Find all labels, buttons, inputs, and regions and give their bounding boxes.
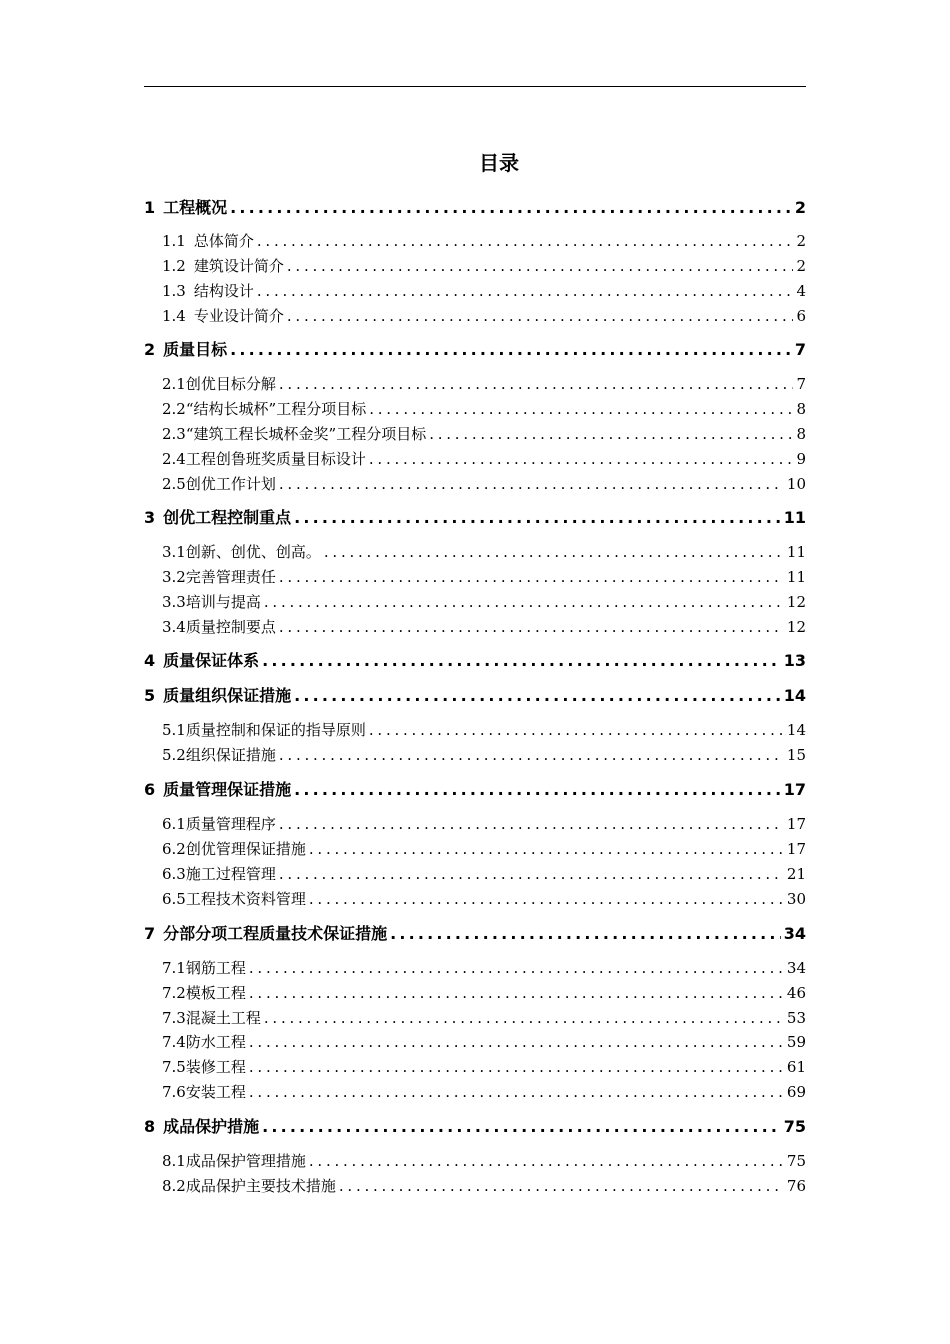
toc-entry-label — [144, 508, 291, 528]
toc-page-number: 17 — [786, 815, 806, 833]
toc-page-number: 15 — [786, 746, 806, 764]
toc-entry-number: 3.1 — [162, 543, 186, 561]
toc-entry-label — [162, 1151, 306, 1171]
toc-entry-number: 5.1 — [162, 721, 186, 739]
dot-leader — [279, 374, 794, 394]
toc-entry-title: 安装工程 — [185, 1083, 246, 1101]
toc-entry-number: 6.3 — [162, 865, 186, 883]
dot-leader — [369, 399, 793, 419]
toc-entry-number: 3 — [144, 508, 156, 527]
toc-entry-title: 工程概况 — [163, 198, 228, 217]
toc-entry-label — [162, 864, 276, 884]
toc-entry-label — [162, 1082, 246, 1102]
toc-entry-title: 分部分项工程质量技术保证措施 — [163, 924, 388, 943]
toc-entry-title: 创优管理保证措施 — [185, 840, 306, 858]
toc-entry-label — [162, 424, 426, 444]
toc-entry-number: 2.2 — [162, 400, 186, 418]
dot-leader — [264, 592, 784, 612]
toc-page-number: 75 — [786, 1152, 806, 1170]
toc-page-number: 10 — [786, 475, 806, 493]
toc-entry-title: 建筑设计简介 — [193, 257, 284, 275]
toc-entry-label — [162, 1032, 246, 1052]
toc-section-entry[interactable] — [162, 306, 806, 326]
dot-leader — [257, 281, 794, 301]
dot-leader — [390, 924, 781, 944]
toc-entry-title: 工程技术资料管理 — [185, 890, 306, 908]
toc-entry-number: 7.5 — [162, 1058, 186, 1076]
toc-section-entry[interactable] — [162, 592, 806, 612]
toc-entry-number: 2.1 — [162, 375, 186, 393]
toc-entry-title: 质量控制要点 — [185, 618, 276, 636]
toc-page-number: 46 — [786, 984, 806, 1002]
toc-entry-label — [162, 592, 261, 612]
toc-entry-label — [162, 1008, 261, 1028]
toc-page-number: 61 — [786, 1058, 806, 1076]
toc-entry-label — [162, 567, 276, 587]
dot-leader — [230, 198, 792, 218]
toc-entry-title: 质量保证体系 — [163, 651, 260, 670]
toc-entry-label — [162, 983, 246, 1003]
toc-entry-label — [162, 542, 321, 562]
toc-page-number: 75 — [783, 1117, 806, 1136]
toc-section-entry[interactable] — [162, 958, 806, 978]
toc-entry-label — [144, 924, 387, 944]
toc-chapter-entry[interactable] — [144, 651, 806, 671]
dot-leader — [279, 617, 784, 637]
toc-entry-title: 质量组织保证措施 — [163, 686, 292, 705]
toc-entry-number: 5.2 — [162, 746, 186, 764]
header-rule — [144, 86, 806, 87]
toc-entry-label — [162, 1057, 246, 1077]
toc-entry-number: 7 — [144, 924, 156, 943]
toc-section-entry[interactable] — [162, 374, 806, 394]
toc-section-entry[interactable] — [162, 281, 806, 301]
toc-section-entry[interactable] — [162, 256, 806, 276]
dot-leader — [287, 256, 794, 276]
toc-entry-title: 结构设计 — [193, 282, 254, 300]
toc-entry-number: 6.1 — [162, 815, 186, 833]
toc-entry-number: 8.1 — [162, 1152, 186, 1170]
toc-section-entry[interactable] — [162, 1008, 806, 1028]
dot-leader — [249, 958, 784, 978]
toc-chapter-entry[interactable] — [144, 924, 806, 944]
toc-entry-title: 完善管理责任 — [185, 568, 276, 586]
toc-entry-title: 创新、创优、创高。 — [185, 543, 321, 561]
toc-entry-label — [144, 1117, 259, 1137]
dot-leader — [249, 983, 784, 1003]
toc-entry-title: “结构长城杯”工程分项目标 — [185, 400, 367, 418]
toc-page-number: 2 — [796, 257, 806, 275]
toc-chapter-entry[interactable] — [144, 1117, 806, 1137]
toc-entry-title: 创优工程控制重点 — [163, 508, 292, 527]
dot-leader — [249, 1032, 784, 1052]
dot-leader — [279, 474, 784, 494]
toc-entry-label — [162, 1176, 336, 1196]
toc-entry-number: 1.3 — [162, 282, 186, 300]
toc-entry-label — [162, 306, 284, 326]
toc-page-number: 34 — [783, 924, 806, 943]
dot-leader — [369, 720, 784, 740]
toc-page-number: 14 — [786, 721, 806, 739]
toc-chapter-entry[interactable] — [144, 686, 806, 706]
toc-entry-title: 模板工程 — [185, 984, 246, 1002]
toc-section-entry[interactable] — [162, 889, 806, 909]
toc-entry-label — [144, 651, 259, 671]
toc-entry-number: 5 — [144, 686, 156, 705]
toc-section-entry[interactable] — [162, 399, 806, 419]
toc-entry-title: 质量管理保证措施 — [163, 780, 292, 799]
toc-chapter-entry[interactable] — [144, 340, 806, 360]
toc-entry-title: 创优目标分解 — [185, 375, 276, 393]
dot-leader — [249, 1057, 784, 1077]
dot-leader — [369, 449, 794, 469]
toc-page-number: 53 — [786, 1009, 806, 1027]
toc-page-number: 30 — [786, 890, 806, 908]
toc-page-number: 6 — [796, 307, 806, 325]
toc-section-entry[interactable] — [162, 745, 806, 765]
toc-section-entry[interactable] — [162, 567, 806, 587]
toc-entry-number: 7.3 — [162, 1009, 186, 1027]
toc-entry-number: 6.5 — [162, 890, 186, 908]
toc-entry-label — [162, 231, 254, 251]
dot-leader — [294, 508, 781, 528]
dot-leader — [279, 567, 784, 587]
dot-leader — [279, 745, 784, 765]
toc-entry-title: 总体简介 — [193, 232, 254, 250]
toc-entry-title: 创优工作计划 — [185, 475, 276, 493]
toc-entry-label — [162, 474, 276, 494]
dot-leader — [279, 814, 784, 834]
toc-entry-label — [162, 281, 254, 301]
toc-entry-number: 2 — [144, 340, 156, 359]
toc-entry-number: 7.4 — [162, 1033, 186, 1051]
toc-entry-label — [162, 958, 246, 978]
toc-section-entry[interactable] — [162, 839, 806, 859]
toc-entry-number: 7.6 — [162, 1083, 186, 1101]
toc-entry-label — [162, 720, 366, 740]
toc-entry-label — [162, 839, 306, 859]
toc-page-number: 21 — [786, 865, 806, 883]
toc-entry-label — [162, 617, 276, 637]
toc-page-number: 11 — [786, 543, 806, 561]
toc-entry-title: 专业设计简介 — [193, 307, 284, 325]
toc-entry-title: 质量控制和保证的指导原则 — [185, 721, 366, 739]
toc-section-entry[interactable] — [162, 1057, 806, 1077]
toc-page-number: 17 — [786, 840, 806, 858]
toc-section-entry[interactable] — [162, 542, 806, 562]
toc-chapter-entry[interactable] — [144, 198, 806, 218]
toc-entry-number: 1 — [144, 198, 156, 217]
toc-section-entry[interactable] — [162, 1082, 806, 1102]
toc-page-number: 12 — [786, 618, 806, 636]
toc-section-entry[interactable] — [162, 449, 806, 469]
toc-section-entry[interactable] — [162, 424, 806, 444]
toc-title: 目录 — [479, 151, 519, 175]
dot-leader — [262, 651, 781, 671]
dot-leader — [249, 1082, 784, 1102]
toc-entry-title: 工程创鲁班奖质量目标设计 — [185, 450, 366, 468]
toc-entry-number: 7.1 — [162, 959, 186, 977]
toc-entry-title: 混凝土工程 — [185, 1009, 261, 1027]
toc-page-number: 13 — [783, 651, 806, 670]
toc-entry-title: “建筑工程长城杯金奖”工程分项目标 — [185, 425, 427, 443]
toc-entry-title: 装修工程 — [185, 1058, 246, 1076]
toc-chapter-entry[interactable] — [144, 508, 806, 528]
dot-leader — [230, 340, 792, 360]
toc-page-number: 4 — [796, 282, 806, 300]
toc-section-entry[interactable] — [162, 1032, 806, 1052]
dot-leader — [309, 839, 784, 859]
toc-entry-title: 成品保护措施 — [163, 1117, 260, 1136]
toc-entry-number: 2.5 — [162, 475, 186, 493]
toc-page-number: 59 — [786, 1033, 806, 1051]
toc-entry-number: 3.3 — [162, 593, 186, 611]
toc-entry-number: 8 — [144, 1117, 156, 1136]
toc-entry-number: 1.1 — [162, 232, 186, 250]
toc-entry-title: 组织保证措施 — [185, 746, 276, 764]
toc-page-number: 11 — [786, 568, 806, 586]
toc-entry-number: 4 — [144, 651, 156, 670]
dot-leader — [309, 1151, 784, 1171]
toc-entry-number: 6 — [144, 780, 156, 799]
toc-page-number: 8 — [796, 425, 806, 443]
toc-page-number: 2 — [796, 232, 806, 250]
toc-entry-title: 质量管理程序 — [185, 815, 276, 833]
toc-page-number: 2 — [794, 198, 806, 217]
toc-entry-number: 2.4 — [162, 450, 186, 468]
toc-entry-number: 3.4 — [162, 618, 186, 636]
dot-leader — [294, 780, 781, 800]
dot-leader — [262, 1117, 781, 1137]
toc-section-entry[interactable] — [162, 983, 806, 1003]
toc-entry-number: 8.2 — [162, 1177, 186, 1195]
toc-entry-label — [162, 399, 366, 419]
dot-leader — [279, 864, 784, 884]
toc-section-entry[interactable] — [162, 1151, 806, 1171]
toc-entry-label — [162, 814, 276, 834]
toc-entry-number: 1.2 — [162, 257, 186, 275]
toc-entry-number: 1.4 — [162, 307, 186, 325]
toc-entry-title: 质量目标 — [163, 340, 228, 359]
toc-entry-title: 防水工程 — [185, 1033, 246, 1051]
toc-entry-title: 成品保护管理措施 — [185, 1152, 306, 1170]
toc-page-number: 34 — [786, 959, 806, 977]
toc-page-number: 12 — [786, 593, 806, 611]
toc-entry-label — [144, 686, 291, 706]
dot-leader — [339, 1176, 784, 1196]
toc-entry-title: 成品保护主要技术措施 — [185, 1177, 336, 1195]
toc-entry-number: 6.2 — [162, 840, 186, 858]
dot-leader — [287, 306, 794, 326]
toc-page-number: 76 — [786, 1177, 806, 1195]
toc-page-number: 8 — [796, 400, 806, 418]
toc-chapter-entry[interactable] — [144, 780, 806, 800]
toc-section-entry[interactable] — [162, 864, 806, 884]
toc-entry-label — [144, 340, 227, 360]
toc-section-entry[interactable] — [162, 617, 806, 637]
toc-page-number: 7 — [794, 340, 806, 359]
toc-entry-label — [162, 745, 276, 765]
toc-entry-number: 3.2 — [162, 568, 186, 586]
toc-page-number: 17 — [783, 780, 806, 799]
toc-entry-title: 钢筋工程 — [185, 959, 246, 977]
toc-section-entry[interactable] — [162, 720, 806, 740]
toc-entry-label — [162, 889, 306, 909]
toc-page-number: 9 — [796, 450, 806, 468]
toc-entry-title: 培训与提高 — [185, 593, 261, 611]
toc-section-entry[interactable] — [162, 814, 806, 834]
toc-entry-number: 2.3 — [162, 425, 186, 443]
dot-leader — [264, 1008, 784, 1028]
toc-page-number: 69 — [786, 1083, 806, 1101]
toc-entry-label — [162, 449, 366, 469]
toc-entry-number: 7.2 — [162, 984, 186, 1002]
dot-leader — [257, 231, 794, 251]
toc-page-number: 11 — [783, 508, 806, 527]
toc-entry-title: 施工过程管理 — [185, 865, 276, 883]
toc-section-entry[interactable] — [162, 231, 806, 251]
toc-entry-label — [144, 198, 227, 218]
toc-entry-label — [162, 256, 284, 276]
toc-entry-label — [144, 780, 291, 800]
toc-page-number: 7 — [796, 375, 806, 393]
dot-leader — [429, 424, 793, 444]
toc-section-entry[interactable] — [162, 474, 806, 494]
dot-leader — [294, 686, 781, 706]
toc-entry-label — [162, 374, 276, 394]
dot-leader — [324, 542, 784, 562]
dot-leader — [309, 889, 784, 909]
toc-section-entry[interactable] — [162, 1176, 806, 1196]
toc-page-number: 14 — [783, 686, 806, 705]
